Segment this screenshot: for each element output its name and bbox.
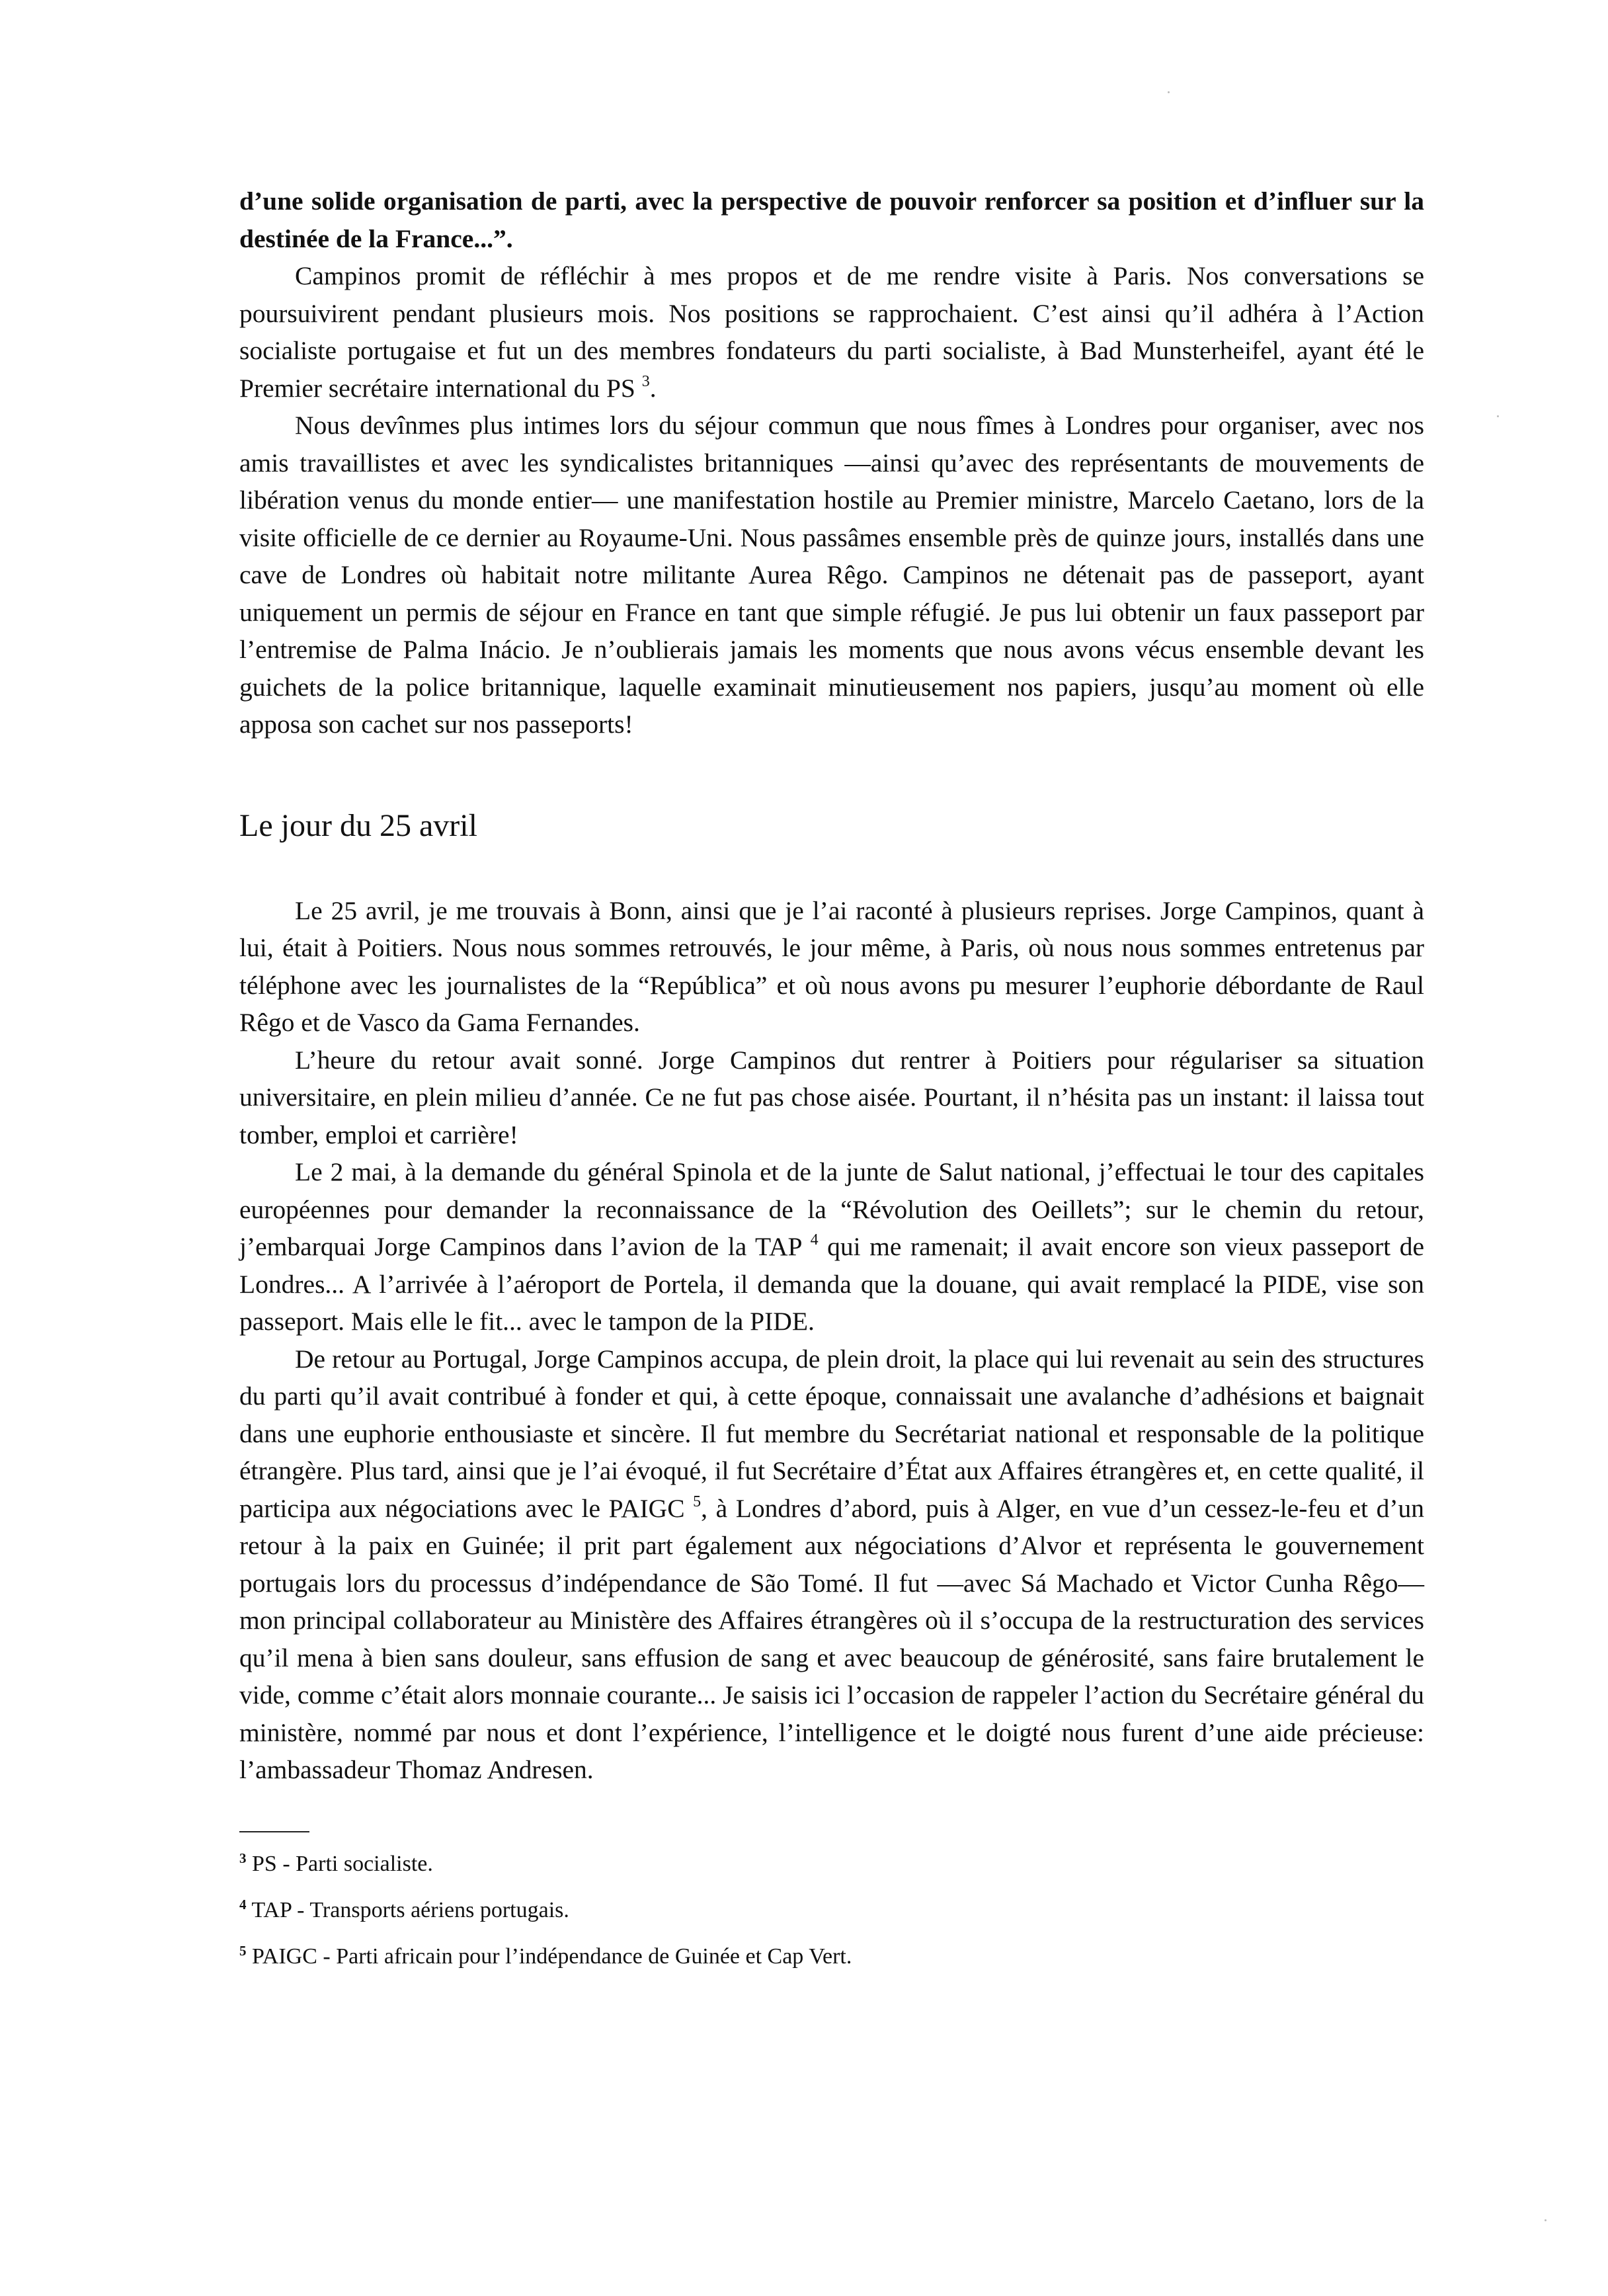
paragraph-return: L’heure du retour avait sonné. Jorge Campinos dut rentrer à Poitiers pour régulariser sa situation universitaire, en plein milieu d’année. Ce ne fut pas chose aisée. Pourtant, il n’hésita pas un instant: il laissa tout tomber, emploi et carrière! [239, 1045, 1424, 1149]
section-heading: Le jour du 25 avril [239, 807, 477, 843]
paragraph-london-stay: Nous devînmes plus intimes lors du séjour commun que nous fîmes à Londres pour organiser, avec nos amis travaillistes et avec les syndicalistes britanniques —ainsi qu’avec des représentants de mouvements de libération venus du monde entier— une manifestation hostile au Premier ministre, Marcelo Caetano, lors de la visite officielle de ce dernier au Royaume-Uni. Nous passâmes ensemble près de quinze jours, installés dans une cave de Londres où habitait notre militante Aurea Rêgo. Campinos ne détenait pas de passeport, ayant uniquement un permis de séjour en France en tant que simple réfugié. Je pus lui obtenir un faux passeport par l’entremise de Palma Inácio. Je n’oublierais jamais les moments que nous avons vécus ensemble devant les guichets de la police britannique, laquelle examinait minutieusement nos papiers, jusqu’au moment où elle apposa son cachet sur nos passeports! [239, 411, 1424, 739]
document-page [239, 183, 1424, 1990]
paragraph-text: qui me ramenait; il avait encore son vieux passeport de Londres... A l’arrivée à l’aéroport de Portela, il demanda que la douane, qui avait remplacé la PIDE, vise son passeport. Mais elle le fit... avec le tampon de la PIDE. [239, 1232, 1424, 1336]
scan-speck [1545, 2219, 1547, 2221]
footnote-5 [239, 1944, 1424, 1970]
paragraph-text: . [649, 373, 657, 403]
paragraph-text: , à Londres d’abord, puis à Alger, en vue d’un cessez-le-feu et d’un retour à la paix en Guinée; il prit part également aux négociations d’Alvor et représenta le gouvernement portugais lors du processus d’indépendance de São Tomé. Il fut —avec Sá Machado et Victor Cunha Rêgo— mon principal collaborateur au Ministère des Affaires étrangères où il s’occupa de la restructuration des services qu’il mena à bien sans douleur, sans effusion de sang et avec beaucoup de générosité, sans faire brutalement le vide, comme c’était alors monnaie courante... Je saisis ici l’occasion de rappeler l’action du Secrétaire général du ministère, nommé par nous et dont l’expérience, l’intelligence et le doigté nous furent d’une aide précieuse: l’ambassadeur Thomaz Andresen. [239, 1493, 1424, 1784]
footnote-divider [239, 1831, 309, 1832]
footnote-ref-5: 5 [693, 1493, 702, 1510]
footnote-number: 5 [239, 1942, 247, 1959]
footnote-number: 3 [239, 1850, 247, 1866]
scan-speck [1497, 415, 1499, 417]
footnote-text: TAP - Transports aériens portugais. [251, 1897, 569, 1922]
footnote-number: 4 [239, 1896, 247, 1912]
paragraph-campinos-promise [239, 257, 1424, 407]
paragraph-text: Campinos promit de réfléchir à mes propos et de me rendre visite à Paris. Nos conversations se poursuivirent pendant plusieurs mois. Nos positions se rapprochaient. C’est ainsi qu’il adhéra à l’Action socialiste portugaise et fut un des membres fondateurs du parti socialiste, à Bad Munsterheifel, ayant été le Premier secrétaire international du PS [239, 261, 1424, 403]
paragraph-may-2 [239, 1153, 1424, 1340]
footnote-text: PS - Parti socialiste. [252, 1851, 433, 1876]
footnote-4 [239, 1897, 1424, 1924]
footnote-3 [239, 1851, 1424, 1877]
footnotes [239, 1851, 1424, 1970]
paragraph-april-25: Le 25 avril, je me trouvais à Bonn, ainsi que je l’ai raconté à plusieurs reprises. Jorge Campinos, quant à lui, était à Poitiers. Nous nous sommes retrouvés, le jour même, à Paris, où nous nous sommes entretenus par téléphone avec les journalistes de la “República” et où nous avons pu mesurer l’euphorie débordante de Raul Rêgo et de Vasco da Gama Fernandes. [239, 895, 1424, 1037]
paragraph-text: Le 2 mai, à la demande du général Spinola et de la junte de Salut national, j’effectuai le tour des capitales européennes pour demander la reconnaissance de la “Révolution des Oeillets”; sur le chemin du retour, j’embarquai Jorge Campinos dans l’avion de la TAP [239, 1157, 1424, 1261]
scan-speck [1168, 91, 1170, 93]
paragraph-quote-end: d’une solide organisation de parti, avec la perspective de pouvoir renforcer sa position et d’influer sur la destinée de la France...”. [239, 186, 1424, 253]
footnote-text: PAIGC - Parti africain pour l’indépendance de Guinée et Cap Vert. [252, 1944, 852, 1969]
paragraph-text: De retour au Portugal, Jorge Campinos accupa, de plein droit, la place qui lui revenait au sein des structures du parti qu’il avait contribué à fonder et qui, à cette époque, connaissait une avalanche d’adhésions et baignait dans une euphorie enthousiaste et sincère. Il fut membre du Secrétariat national et responsable de la politique étrangère. Plus tard, ainsi que je l’ai évoqué, il fut Secrétaire d’État aux Affaires étrangères et, en cette qualité, il participa aux négociations avec le PAIGC [239, 1344, 1424, 1523]
footnote-ref-4: 4 [810, 1231, 819, 1249]
paragraph-back-portugal [239, 1340, 1424, 1789]
footnote-ref-3: 3 [641, 372, 650, 390]
